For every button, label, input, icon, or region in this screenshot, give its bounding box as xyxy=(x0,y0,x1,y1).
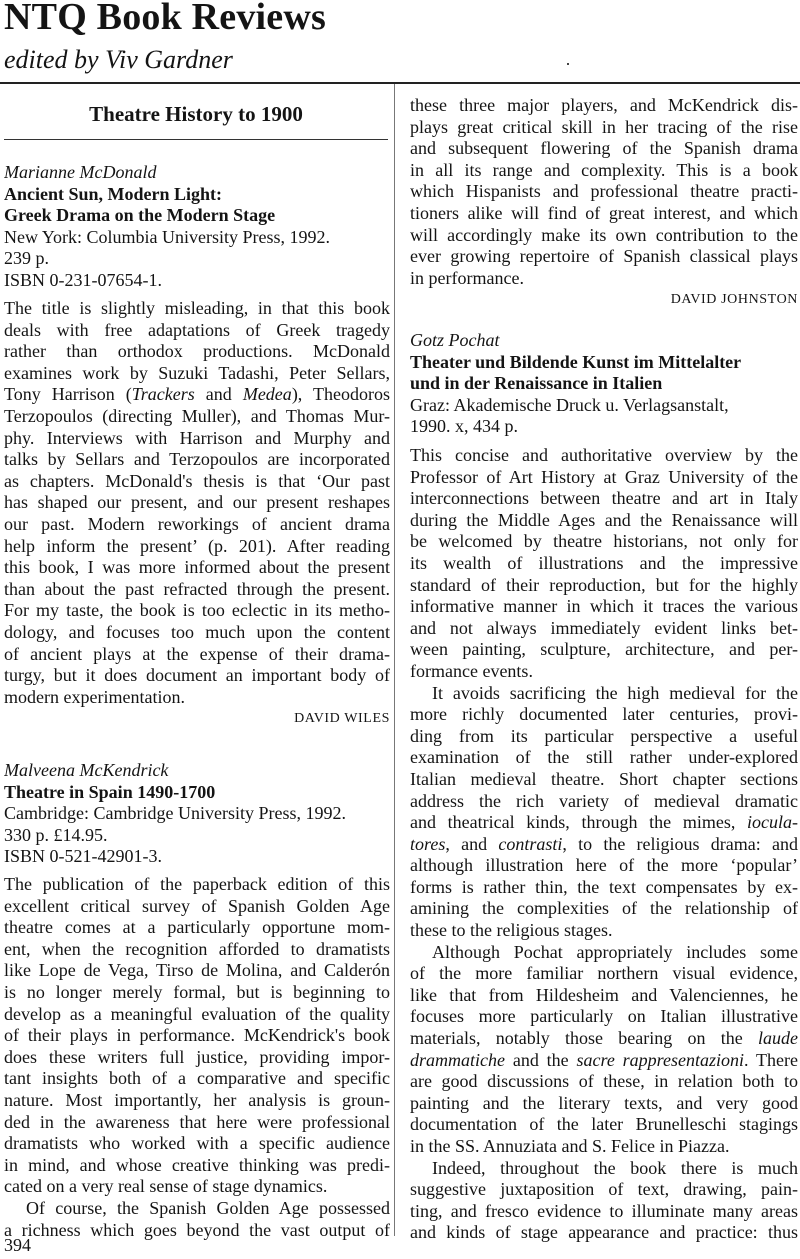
body-line: ween painting, sculpture, architecture, and per- xyxy=(410,639,798,660)
body-line: in the SS. Annuziata and S. Felice in Piazza. xyxy=(410,1136,730,1156)
body-line: focuses more particularly on Italian illustrative xyxy=(410,1006,798,1027)
body-line: examination of the still rather under-explored xyxy=(410,747,798,768)
body-line: forms is rather thin, the text compensates by ex- xyxy=(410,876,798,897)
body-line: modern experimentation. xyxy=(4,686,185,707)
body-line: Although Pochat appropriately includes some xyxy=(432,941,798,962)
editor-line: edited by Viv Gardner xyxy=(4,45,233,74)
body-line: in all its range and complexity. This is a book xyxy=(410,159,798,180)
body-line: ding from its particular perspective a useful xyxy=(410,725,798,746)
body-line: help inform the present’ (p. 201). After reading xyxy=(4,535,390,556)
body-line: a richness which goes beyond the vast output of xyxy=(4,1219,390,1240)
body-line: examines work by Suzuki Tadashi, Peter Sellars, xyxy=(4,362,390,383)
review-author: Gotz Pochat xyxy=(410,330,500,350)
body-line: in mind, and whose creative thinking was predi- xyxy=(4,1154,390,1175)
body-line: tores, and contrasti, to the religious drama: and xyxy=(410,833,798,854)
body-line: formance events. xyxy=(410,660,533,681)
body-line: interconnections between theatre and art in Italy xyxy=(410,488,798,509)
body-line: It avoids sacrificing the high medieval for the xyxy=(432,682,798,703)
reviewer-name: DAVID WILES xyxy=(294,711,390,727)
body-line: rather than orthodox productions. McDonald xyxy=(4,341,390,362)
body-line: although illustration here of the more ‘popular’ xyxy=(410,855,798,876)
body-line: informative manner in which it traces the various xyxy=(410,596,798,617)
body-line: these to the religious stages. xyxy=(410,920,613,941)
body-line: talks by Sellars and Terzopoulos are incorporated xyxy=(4,449,390,470)
body-line: of ancient plays at the expense of their drama- xyxy=(4,643,390,664)
body-line: ting, and fresco evidence to illuminate many areas xyxy=(410,1200,798,1221)
review-1-header xyxy=(4,162,390,292)
page-number: 394 xyxy=(4,1235,31,1255)
review-3-body xyxy=(410,445,798,1244)
book-title: Theater und Bildende Kunst im Mittelalter xyxy=(410,351,742,372)
book-title: Ancient Sun, Modern Light: xyxy=(4,183,223,204)
body-line: theatre comes at a particularly opportune mom- xyxy=(4,917,390,938)
body-line: The publication of the paperback edition of this xyxy=(4,874,390,894)
publication-info: Cambridge: Cambridge University Press, 1992. xyxy=(4,803,346,824)
body-line: turgy, but it does document an important body of xyxy=(4,665,390,686)
body-line: tioners alike will find of great interest, and which xyxy=(410,202,798,223)
body-line: as chapters. McDonald's thesis is that ‘Our past xyxy=(4,470,390,491)
body-line: deals with free adaptations of Greek tragedy xyxy=(4,319,390,340)
body-line: excellent critical survey of Spanish Golden Age xyxy=(4,895,390,916)
body-line: ded in the awareness that here were professional xyxy=(4,1111,390,1132)
body-line: in performance. xyxy=(410,267,524,288)
review-author: Malveena McKendrick xyxy=(4,760,169,780)
body-line: and subsequent flowering of the Spanish drama xyxy=(410,138,798,159)
book-title: und in der Renaissance in Italien xyxy=(410,373,663,394)
body-line: phy. Interviews with Harrison and Murphy and xyxy=(4,427,390,448)
body-line: dramatists who worked with a specific audience xyxy=(4,1133,390,1154)
body-line: like Lope de Vega, Tirso de Molina, and Calderón xyxy=(4,960,390,981)
body-line: like that from Hildesheim and Valenciennes, he xyxy=(410,984,798,1005)
body-line: these three major players, and McKendrick dis- xyxy=(410,95,798,115)
body-line: our past. Modern reworkings of ancient drama xyxy=(4,513,390,534)
review-2-header xyxy=(4,760,390,868)
book-title: Theatre in Spain 1490-1700 xyxy=(4,781,216,802)
body-line: dology, and focuses too much upon the content xyxy=(4,621,390,642)
body-line: painting and the literary texts, and very good xyxy=(410,1092,798,1113)
publication-info: 239 p. xyxy=(4,248,49,269)
section-title: Theatre History to 1900 xyxy=(89,102,303,126)
body-line: of the more familiar northern visual evidence, xyxy=(410,963,798,984)
body-line: and not always immediately evident links bet- xyxy=(410,617,798,638)
body-line: are good discussions of these, in relation both to xyxy=(410,1071,798,1092)
journal-title: NTQ Book Reviews xyxy=(4,0,326,38)
review-2-continued xyxy=(410,95,798,311)
body-line: develop as a meaningful evaluation of the quality xyxy=(4,1003,390,1024)
body-line: Professor of Art History at Graz University of the xyxy=(410,466,798,487)
body-line: The title is slightly misleading, in that this book xyxy=(4,298,390,318)
body-line: nature. Most importantly, her analysis is groun- xyxy=(4,1089,390,1110)
body-line: ever growing repertoire of Spanish classical plays xyxy=(410,246,798,267)
body-line: Tony Harrison (Trackers and Medea), Theodoros xyxy=(4,384,390,405)
body-line: standard of their reproduction, but for the highly xyxy=(410,574,798,595)
body-line: and kinds of stage appearance and practice: thus xyxy=(410,1222,798,1243)
body-line: Terzopoulos (directing Muller), and Thomas Mur- xyxy=(4,405,390,426)
body-line: its wealth of illustrations and the impressive xyxy=(410,552,798,573)
body-line: amining the complexities of the relationship of xyxy=(410,898,798,919)
body-line: materials, notably those bearing on the laude xyxy=(410,1028,798,1049)
review-1-body xyxy=(4,298,390,730)
body-line: Indeed, throughout the book there is much xyxy=(432,1157,798,1178)
section-divider xyxy=(4,139,388,140)
body-line: ent, when the recognition afforded to dramatists xyxy=(4,938,390,959)
body-line: does these writers full justice, providing impor- xyxy=(4,1046,390,1067)
body-line: more richly documented later centuries, provi- xyxy=(410,704,798,725)
body-line: tant insights both of a comparative and specific xyxy=(4,1068,390,1089)
body-line: documentation of the later Brunelleschi stagings xyxy=(410,1114,798,1135)
body-line: is no longer merely formal, but is beginning to xyxy=(4,981,390,1002)
publication-info: ISBN 0-231-07654-1. xyxy=(4,269,162,290)
body-line: which Hispanists and professional theatre practi- xyxy=(410,181,798,202)
publication-info: 1990. x, 434 p. xyxy=(410,416,518,437)
publication-info: Graz: Akademische Druck u. Verlagsanstalt, xyxy=(410,394,729,415)
book-title: Greek Drama on the Modern Stage xyxy=(4,205,276,226)
header-divider xyxy=(0,82,800,84)
review-2-body xyxy=(4,874,390,1241)
review-3-header xyxy=(410,330,798,438)
publication-info: ISBN 0-521-42901-3. xyxy=(4,846,162,867)
body-line: this book, I was more informed about the present xyxy=(4,557,390,578)
body-line: suggestive juxtaposition of text, drawing, pain- xyxy=(410,1179,798,1200)
publication-info: 330 p. £14.95. xyxy=(4,824,108,845)
body-line: This concise and authoritative overview by the xyxy=(410,445,798,465)
body-line: and theatrical kinds, through the mimes, iocula- xyxy=(410,812,798,833)
column-divider xyxy=(394,84,395,1236)
body-line: plays great critical skill in her tracing of the rise xyxy=(410,116,798,137)
body-line: address the rich variety of medieval dramatic xyxy=(410,790,798,811)
body-line: during the Middle Ages and the Renaissance will xyxy=(410,509,798,530)
reviewer-name: DAVID JOHNSTON xyxy=(670,292,798,308)
body-line: be welcomed by theatre historians, not only for xyxy=(410,531,798,552)
body-line: than about the past refracted through the present. xyxy=(4,578,390,599)
body-line: drammatiche and the sacre rappresentazioni. There xyxy=(410,1049,798,1070)
body-line: will accordingly make its own contribution to the xyxy=(410,224,798,245)
publication-info: New York: Columbia University Press, 1992. xyxy=(4,226,331,247)
body-line: of their plays in performance. McKendrick's book xyxy=(4,1025,390,1046)
body-line: Of course, the Spanish Golden Age possessed xyxy=(26,1197,390,1218)
body-line: For my taste, the book is too eclectic in its metho- xyxy=(4,600,390,621)
body-line: cated on a very real sense of stage dynamics. xyxy=(4,1176,328,1197)
body-line: Italian medieval theatre. Short chapter sections xyxy=(410,768,798,789)
stray-dot xyxy=(567,63,569,65)
review-author: Marianne McDonald xyxy=(4,162,157,182)
body-line: has shaped our present, and our present reshapes xyxy=(4,492,390,513)
